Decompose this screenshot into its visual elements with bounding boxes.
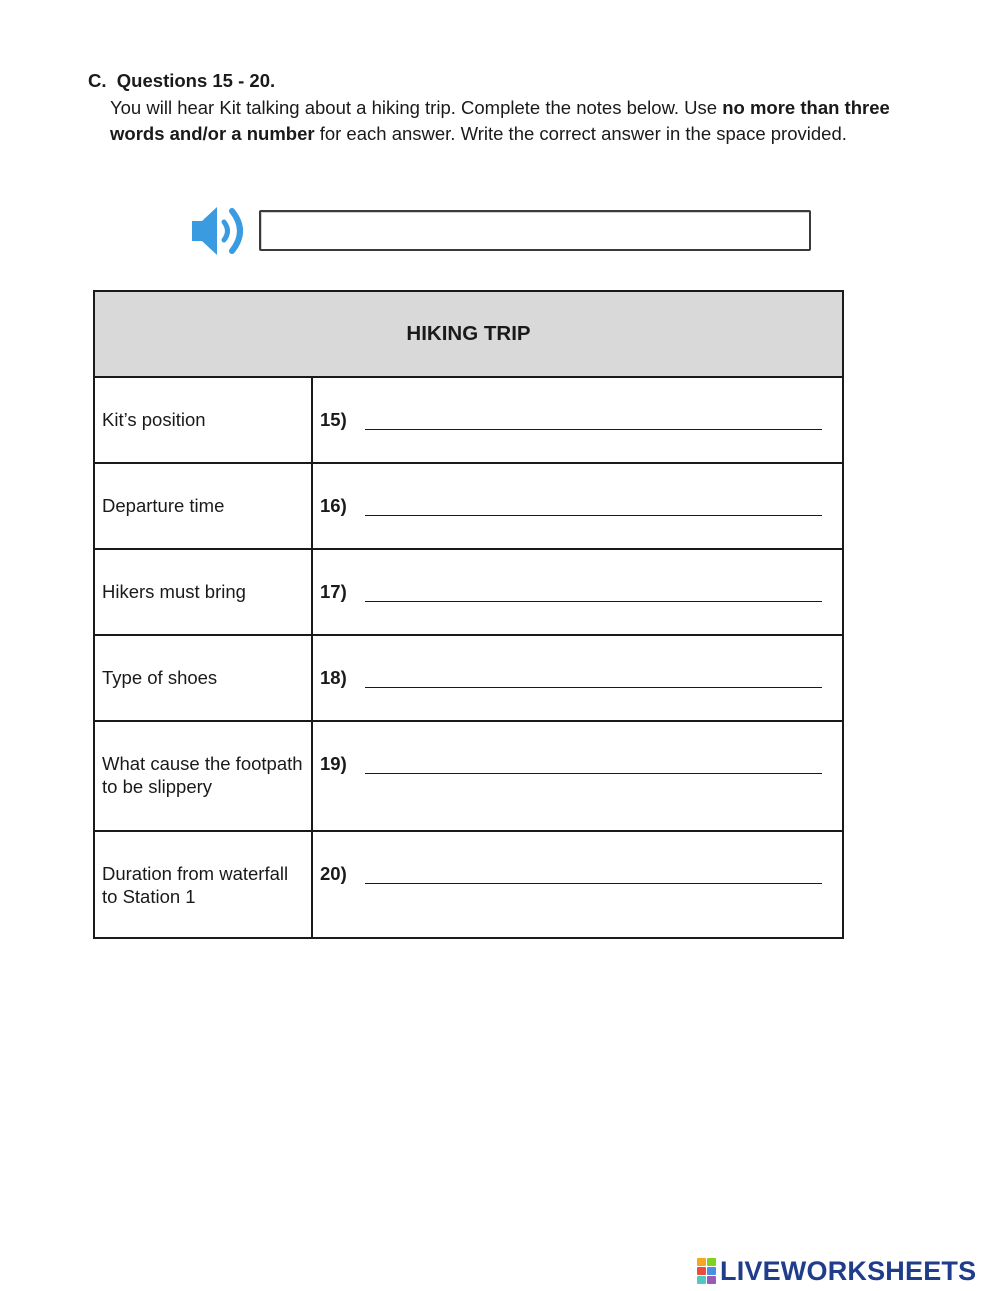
answer-input-16[interactable] (365, 496, 822, 516)
instructions-part2: for each answer. Write the correct answer in the space provided. (314, 122, 847, 144)
audio-track-bar[interactable] (259, 210, 811, 251)
liveworksheets-logo (697, 1257, 976, 1285)
table-row (94, 635, 843, 721)
row-label: Hikers must bring (94, 549, 312, 635)
question-header (88, 68, 898, 146)
answer-input-20[interactable] (365, 864, 822, 884)
answer-input-19[interactable] (365, 754, 822, 774)
row-label: Duration from waterfall to Station 1 (94, 831, 312, 938)
row-label: Kit’s position (94, 377, 312, 463)
instructions-emphasis: no more than three words and/or a number (110, 97, 890, 144)
hiking-trip-table (93, 290, 844, 939)
answer-cell (312, 463, 843, 549)
audio-player (190, 203, 812, 259)
answer-input-15[interactable] (365, 410, 822, 430)
table-row (94, 377, 843, 463)
answer-cell (312, 635, 843, 721)
row-label: Type of shoes (94, 635, 312, 721)
table-row (94, 463, 843, 549)
question-number: 18) (320, 667, 347, 688)
table-title: HIKING TRIP (94, 291, 843, 377)
logo-text: LIVEWORKSHEETS (720, 1255, 977, 1286)
answer-input-17[interactable] (365, 582, 822, 602)
answer-cell (312, 377, 843, 463)
question-number: 19) (320, 753, 347, 774)
question-number: 15) (320, 409, 347, 430)
section-title-line: C. Questions 15 - 20. (88, 70, 276, 91)
question-number: 16) (320, 495, 347, 516)
row-label: What cause the footpath to be slippery (94, 721, 312, 831)
table-row (94, 721, 843, 831)
instructions-part1: You will hear Kit talking about a hiking trip. Complete the notes below. Use (110, 97, 723, 118)
answer-cell (312, 831, 843, 938)
speaker-icon[interactable] (190, 203, 254, 259)
question-number: 17) (320, 581, 347, 602)
liveworksheets-blocks-icon (697, 1258, 717, 1284)
question-number: 20) (320, 863, 347, 884)
answer-input-18[interactable] (365, 668, 822, 688)
table-row (94, 549, 843, 635)
answer-cell (312, 549, 843, 635)
section-title: Questions 15 - 20. (116, 70, 276, 91)
table-row (94, 831, 843, 938)
answer-cell (312, 721, 843, 831)
row-label: Departure time (94, 463, 312, 549)
instructions (110, 95, 898, 146)
section-letter: C (88, 70, 102, 91)
